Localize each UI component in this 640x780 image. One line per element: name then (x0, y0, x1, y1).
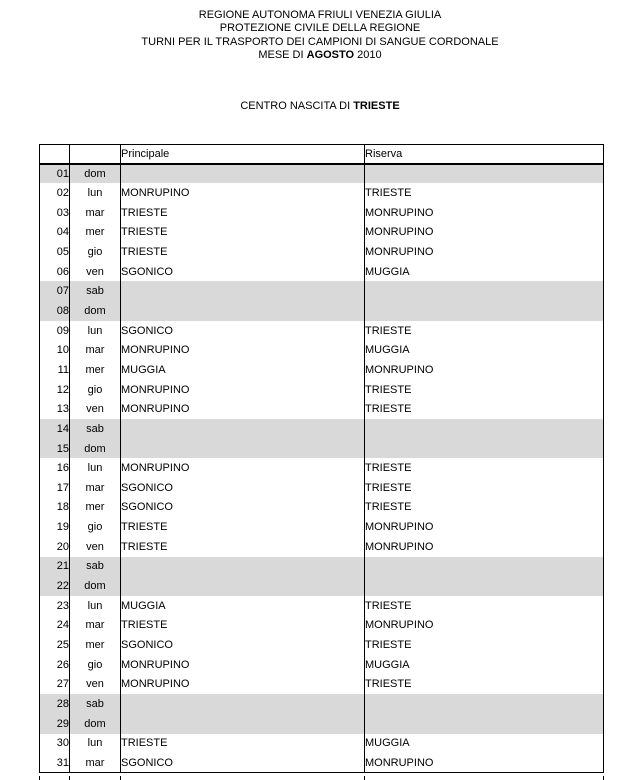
riserva-cell: MONRUPINO (365, 360, 604, 380)
day-number-cell: 05 (40, 242, 70, 262)
riserva-cell: TRIESTE (365, 478, 604, 498)
day-number-cell: 26 (40, 655, 70, 675)
day-number-cell: 02 (40, 183, 70, 203)
table-row (40, 753, 604, 773)
riserva-cell: MUGGIA (365, 734, 604, 754)
day-number-cell: 04 (40, 222, 70, 242)
riserva-cell: MONRUPINO (365, 517, 604, 537)
day-number-cell: 24 (40, 616, 70, 636)
day-number-cell: 14 (40, 419, 70, 439)
table-cutoff-lines (0, 776, 640, 780)
month-name: AGOSTO (306, 49, 355, 62)
day-number-cell: 11 (40, 360, 70, 380)
day-number-cell: 31 (40, 753, 70, 773)
principale-cell (121, 557, 365, 577)
table-row (40, 399, 604, 419)
weekday-cell: mar (70, 478, 121, 498)
day-number-cell: 07 (40, 281, 70, 301)
riserva-cell: MUGGIA (365, 262, 604, 282)
schedule-table-body (40, 164, 604, 773)
principale-cell: TRIESTE (121, 203, 365, 223)
table-row (40, 616, 604, 636)
table-row (40, 478, 604, 498)
schedule-table (39, 144, 604, 773)
table-header-row (40, 145, 604, 164)
principale-column-header: Principale (121, 145, 365, 164)
weekend-row (40, 576, 604, 596)
table-row (40, 517, 604, 537)
weekday-cell: ven (70, 262, 121, 282)
riserva-cell: MONRUPINO (365, 203, 604, 223)
principale-cell: SGONICO (121, 321, 365, 341)
weekday-cell: sab (70, 419, 121, 439)
weekday-cell: lun (70, 458, 121, 478)
cutoff-line (39, 776, 40, 780)
day-number-cell: 01 (40, 164, 70, 184)
riserva-cell: TRIESTE (365, 498, 604, 518)
principale-cell (121, 419, 365, 439)
principale-cell (121, 164, 365, 184)
weekday-cell: mar (70, 340, 121, 360)
riserva-cell: TRIESTE (365, 380, 604, 400)
riserva-cell: TRIESTE (365, 399, 604, 419)
weekday-cell: dom (70, 714, 121, 734)
principale-cell: SGONICO (121, 478, 365, 498)
day-number-cell: 08 (40, 301, 70, 321)
weekday-cell: lun (70, 596, 121, 616)
weekday-cell: mer (70, 635, 121, 655)
birth-center-prefix: CENTRO NASCITA DI (240, 100, 351, 112)
table-row (40, 498, 604, 518)
day-number-cell: 28 (40, 694, 70, 714)
table-row (40, 340, 604, 360)
weekday-cell: sab (70, 281, 121, 301)
weekend-row (40, 419, 604, 439)
riserva-cell (365, 419, 604, 439)
principale-cell: TRIESTE (121, 616, 365, 636)
principale-cell: MUGGIA (121, 360, 365, 380)
weekday-cell: mar (70, 616, 121, 636)
table-row (40, 734, 604, 754)
weekday-cell: mar (70, 753, 121, 773)
table-row (40, 321, 604, 341)
riserva-cell: MONRUPINO (365, 753, 604, 773)
header-line-month (0, 49, 640, 62)
weekday-cell: gio (70, 517, 121, 537)
header-line-turni: TURNI PER IL TRASPORTO DEI CAMPIONI DI SANGUE CORDONALE (141, 35, 499, 48)
principale-cell: MONRUPINO (121, 340, 365, 360)
principale-cell: MONRUPINO (121, 380, 365, 400)
riserva-cell (365, 576, 604, 596)
riserva-cell (365, 301, 604, 321)
principale-cell: TRIESTE (121, 517, 365, 537)
riserva-cell (365, 281, 604, 301)
table-row (40, 635, 604, 655)
cutoff-line (603, 776, 604, 780)
day-number-cell: 29 (40, 714, 70, 734)
weekday-cell: mer (70, 222, 121, 242)
table-row (40, 655, 604, 675)
riserva-cell: MUGGIA (365, 655, 604, 675)
day-number-cell: 18 (40, 498, 70, 518)
principale-cell: TRIESTE (121, 734, 365, 754)
table-row (40, 360, 604, 380)
weekend-row (40, 714, 604, 734)
weekday-cell: dom (70, 439, 121, 459)
principale-cell: MONRUPINO (121, 183, 365, 203)
weekend-row (40, 694, 604, 714)
weekday-cell: mar (70, 203, 121, 223)
day-number-cell: 30 (40, 734, 70, 754)
weekday-cell: mer (70, 360, 121, 380)
riserva-cell: MONRUPINO (365, 222, 604, 242)
table-row (40, 203, 604, 223)
weekend-row (40, 281, 604, 301)
day-number-cell: 09 (40, 321, 70, 341)
riserva-cell (365, 714, 604, 734)
day-number-cell: 03 (40, 203, 70, 223)
riserva-cell: MONRUPINO (365, 616, 604, 636)
riserva-column-header: Riserva (365, 145, 604, 164)
riserva-cell: TRIESTE (365, 596, 604, 616)
riserva-cell: TRIESTE (365, 458, 604, 478)
riserva-cell: TRIESTE (365, 183, 604, 203)
table-row (40, 222, 604, 242)
principale-cell (121, 301, 365, 321)
day-number-cell: 16 (40, 458, 70, 478)
principale-cell: SGONICO (121, 635, 365, 655)
weekday-cell: gio (70, 380, 121, 400)
weekday-cell: lun (70, 321, 121, 341)
weekday-cell: lun (70, 183, 121, 203)
principale-cell: SGONICO (121, 753, 365, 773)
table-row (40, 262, 604, 282)
principale-cell: MONRUPINO (121, 675, 365, 695)
principale-cell (121, 439, 365, 459)
day-number-cell: 25 (40, 635, 70, 655)
principale-cell (121, 281, 365, 301)
weekday-cell: ven (70, 675, 121, 695)
day-number-cell: 22 (40, 576, 70, 596)
weekday-cell: ven (70, 537, 121, 557)
riserva-cell: TRIESTE (365, 635, 604, 655)
riserva-cell: TRIESTE (365, 675, 604, 695)
birth-center-title (0, 100, 640, 112)
riserva-cell (365, 694, 604, 714)
principale-cell: MUGGIA (121, 596, 365, 616)
document-header (0, 9, 640, 63)
table-row (40, 675, 604, 695)
day-number-cell: 17 (40, 478, 70, 498)
day-number-cell: 19 (40, 517, 70, 537)
day-number-cell: 06 (40, 262, 70, 282)
weekday-cell: gio (70, 242, 121, 262)
day-number-cell: 20 (40, 537, 70, 557)
weekday-cell: ven (70, 399, 121, 419)
day-number-header-cell (40, 145, 70, 164)
principale-cell (121, 714, 365, 734)
principale-cell: TRIESTE (121, 242, 365, 262)
weekday-cell: sab (70, 557, 121, 577)
month-year: 2010 (357, 49, 382, 62)
header-line-protezione: PROTEZIONE CIVILE DELLA REGIONE (219, 22, 421, 35)
table-row (40, 183, 604, 203)
day-number-cell: 23 (40, 596, 70, 616)
weekday-cell: sab (70, 694, 121, 714)
weekday-cell: dom (70, 301, 121, 321)
principale-cell: TRIESTE (121, 222, 365, 242)
weekday-header-cell (70, 145, 121, 164)
weekday-cell: gio (70, 655, 121, 675)
weekday-cell: dom (70, 576, 121, 596)
birth-center-name: TRIESTE (353, 100, 400, 112)
riserva-cell (365, 557, 604, 577)
day-number-cell: 27 (40, 675, 70, 695)
riserva-cell (365, 164, 604, 184)
cutoff-line (69, 776, 70, 780)
riserva-cell (365, 439, 604, 459)
day-number-cell: 12 (40, 380, 70, 400)
principale-cell: MONRUPINO (121, 458, 365, 478)
principale-cell: SGONICO (121, 262, 365, 282)
header-line-region: REGIONE AUTONOMA FRIULI VENEZIA GIULIA (198, 9, 442, 21)
riserva-cell: MUGGIA (365, 340, 604, 360)
table-row (40, 596, 604, 616)
day-number-cell: 21 (40, 557, 70, 577)
weekend-row (40, 301, 604, 321)
weekend-row (40, 439, 604, 459)
cutoff-line (364, 776, 365, 780)
principale-cell: MONRUPINO (121, 655, 365, 675)
cutoff-line (120, 776, 121, 780)
riserva-cell: MONRUPINO (365, 242, 604, 262)
table-row (40, 458, 604, 478)
principale-cell: TRIESTE (121, 537, 365, 557)
month-prefix: MESE DI (258, 49, 304, 62)
principale-cell: MONRUPINO (121, 399, 365, 419)
day-number-cell: 15 (40, 439, 70, 459)
principale-cell (121, 694, 365, 714)
principale-cell (121, 576, 365, 596)
weekend-row (40, 164, 604, 184)
weekday-cell: mer (70, 498, 121, 518)
weekday-cell: lun (70, 734, 121, 754)
weekend-row (40, 557, 604, 577)
table-row (40, 380, 604, 400)
table-row (40, 242, 604, 262)
riserva-cell: TRIESTE (365, 321, 604, 341)
day-number-cell: 13 (40, 399, 70, 419)
weekday-cell: dom (70, 164, 121, 184)
riserva-cell: MONRUPINO (365, 537, 604, 557)
principale-cell: SGONICO (121, 498, 365, 518)
table-row (40, 537, 604, 557)
day-number-cell: 10 (40, 340, 70, 360)
